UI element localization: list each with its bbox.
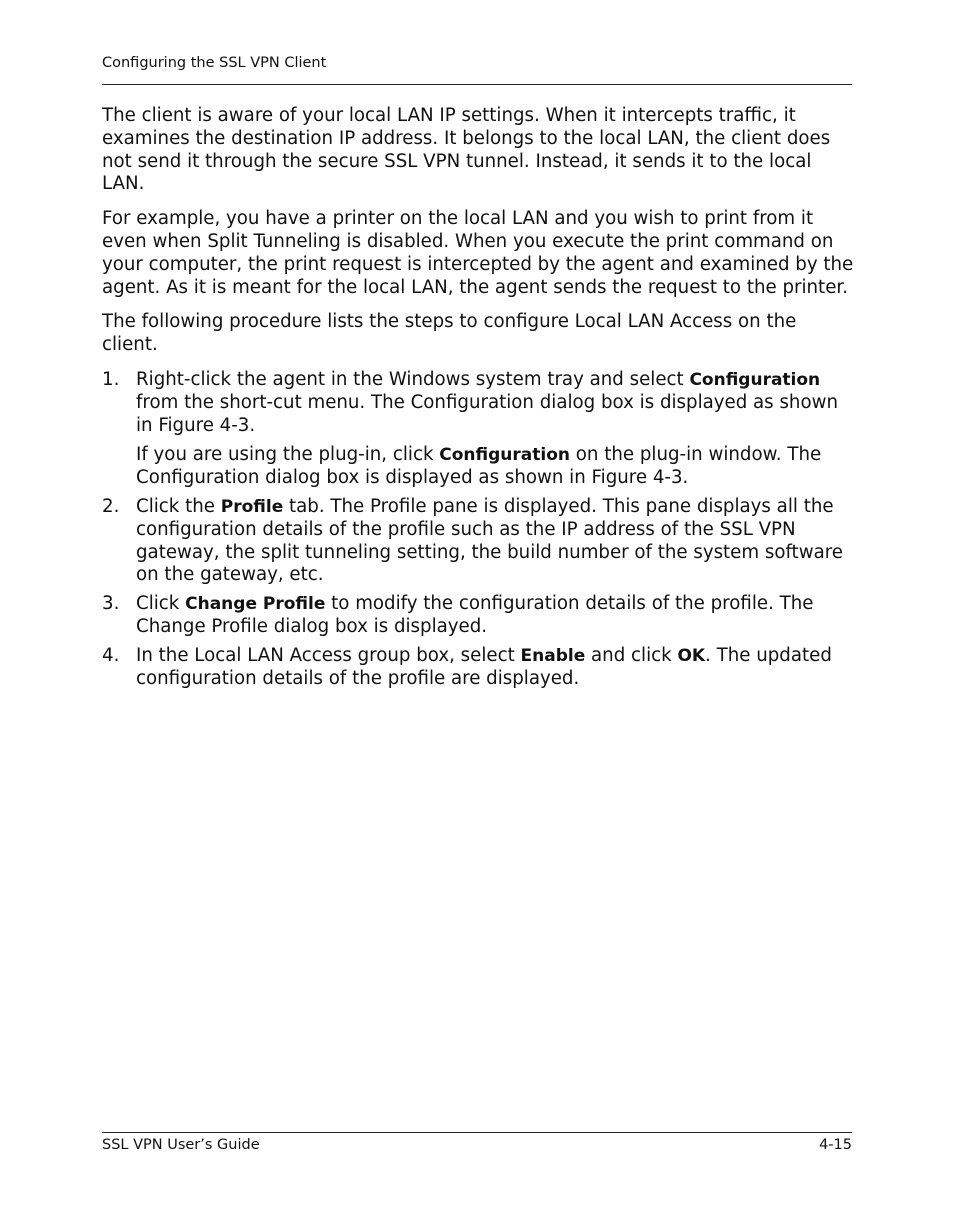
step-text-part: Click [136,593,186,615]
ui-term-enable: Enable [520,645,586,666]
step-3 [102,593,854,639]
paragraph-printer-example: For example, you have a printer on the local LAN and you wish to print from it even when Split Tunneling is disabled. When you execute the print command on your computer, the print request is intercepted by the agent and examined by the agent. As it is meant for the local LAN, the agent sends the request to the printer. [102,208,854,298]
step-text-part: and click [585,644,678,666]
step-text-part: Click the [136,495,221,517]
paragraph-local-lan-settings: The client is aware of your local LAN IP settings. When it intercepts traffic, it examines the destination IP address. It belongs to the local LAN, the client does not send it through the secure SSL VPN tunnel. Instead, it sends it to the local LAN. [102,105,831,195]
step-number: 1. [102,368,120,390]
running-header: Configuring the SSL VPN Client [102,55,327,71]
step-text [136,645,854,691]
header-divider [102,84,852,85]
step-number: 4. [102,644,120,666]
step-text-part: from the short-cut menu. The Configuration dialog box is displayed as shown in Figure 4-3. [136,391,838,436]
procedure-steps [102,369,854,690]
step-text [136,593,854,639]
step-text [136,496,854,587]
ui-term-configuration: Configuration [439,445,571,466]
page-body [102,105,854,696]
ui-term-ok: OK [677,645,706,666]
step-number: 2. [102,495,120,517]
step-number: 3. [102,593,120,615]
step-text-part: . The updated configuration details of the profile are displayed. [136,644,832,689]
step-2 [102,496,854,587]
step-text-part: tab. The Profile pane is displayed. This pane displays all the configuration details of the profile such as the IP address of the SSL VPN gateway, the split tunneling setting, the build number of the system software on the gateway, etc. [136,495,843,586]
step-text-part: on the plug-in window. The Configuration dialog box is displayed as shown in Figure 4-3. [136,444,822,489]
step-text-part: In the Local LAN Access group box, select [136,644,521,666]
ui-term-change-profile: Change Profile [185,594,326,615]
step-1 [102,369,854,490]
page-number: 4-15 [819,1137,852,1153]
footer-divider [102,1132,852,1133]
step-note [136,444,854,490]
step-4 [102,645,854,691]
ui-term-configuration: Configuration [689,369,821,390]
step-text-part: Right-click the agent in the Windows system tray and select [136,368,690,390]
paragraph-procedure-intro: The following procedure lists the steps to configure Local LAN Access on the client. [102,311,797,356]
footer-guide-title: SSL VPN User’s Guide [102,1137,260,1153]
step-text-part: to modify the configuration details of the profile. The Change Profile dialog box is displayed. [136,593,814,637]
step-text [136,369,854,437]
step-text-part: If you are using the plug-in, click [136,444,440,466]
ui-term-profile: Profile [220,496,284,517]
